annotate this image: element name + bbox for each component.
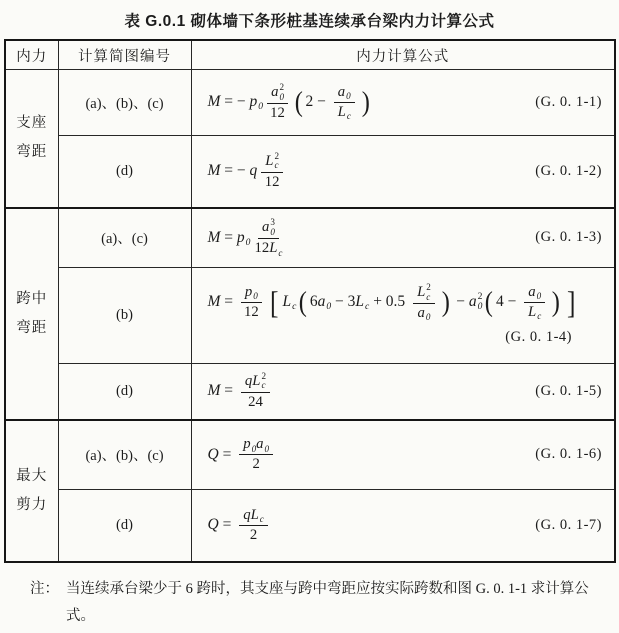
diagram-cell: (a)、(b)、(c)	[58, 420, 191, 490]
formula-line	[208, 152, 603, 191]
header-diagram-number: 计算简图编号	[58, 40, 191, 70]
diagram-cell: (d)	[58, 364, 191, 420]
formula-g011: M = − p 0 a 2 0 12 ( 2 − a 0 L c )	[207, 81, 370, 122]
group-label-support-moment: 支座弯距	[5, 70, 58, 208]
diagram-cell: (a)、(c)	[58, 208, 191, 268]
header-formula: 内力计算公式	[191, 40, 615, 70]
equation-number: (G. 0. 1-1)	[535, 93, 602, 110]
formula-g016: Q = p 0 a 0 2	[208, 436, 278, 473]
header-internal-force: 内力	[5, 40, 58, 70]
equation-number-line	[208, 322, 603, 348]
note-text: 当连续承台梁少于 6 跨时，其支座与跨中弯距应按实际跨数和图 G. 0. 1-1 求计算公式。	[66, 580, 589, 625]
formula-line	[208, 372, 603, 411]
formula-g013: M = p 0 a 3 0 12 L c	[207, 217, 283, 258]
diagram-cell: (b)	[58, 268, 191, 364]
table-title: 表 G.0.1 砌体墙下条形桩基连续承台梁内力计算公式	[124, 13, 495, 30]
formula-cell	[191, 420, 615, 490]
group-label-midspan-moment: 跨中弯距	[5, 208, 58, 420]
formula-cell	[191, 490, 615, 562]
formula-cell	[191, 364, 615, 420]
table-row	[5, 70, 615, 136]
formula-line	[208, 436, 603, 473]
equation-number: (G. 0. 1-4)	[505, 329, 572, 346]
diagram-cell: (d)	[58, 136, 191, 208]
table-row	[5, 268, 615, 364]
table-row	[5, 490, 615, 562]
equation-number: (G. 0. 1-2)	[535, 162, 602, 179]
table-row	[5, 364, 615, 420]
note-prefix: 注：	[30, 580, 59, 597]
formula-cell	[191, 208, 615, 268]
equation-number: (G. 0. 1-6)	[535, 446, 602, 463]
equation-number: (G. 0. 1-5)	[535, 382, 602, 399]
formula-cell	[191, 268, 615, 364]
formula-table	[4, 39, 616, 563]
formula-line	[208, 507, 603, 544]
diagram-cell: (a)、(b)、(c)	[58, 70, 191, 136]
formula-line	[208, 218, 603, 257]
table-note	[30, 576, 601, 631]
formula-cell	[191, 136, 615, 208]
equation-number: (G. 0. 1-3)	[535, 229, 602, 246]
diagram-cell: (d)	[58, 490, 191, 562]
group-label-max-shear: 最大剪力	[5, 420, 58, 562]
table-row	[5, 420, 615, 490]
formula-line	[208, 283, 603, 322]
table-row	[5, 208, 615, 268]
table-row	[5, 136, 615, 208]
formula-g015: M = q L 2 c 24	[208, 372, 275, 411]
formula-line	[208, 83, 603, 122]
header-row	[5, 40, 615, 70]
formula-g012: M = − q L 2 c 12	[208, 152, 288, 191]
formula-g014: M = p 0 12 [ L c ( 6 a 0 − 3 L c + 0.5 L 2 c a 0 ) − a 2 0 ( 4 − a 0 L c ) ]	[207, 281, 576, 323]
equation-number: (G. 0. 1-7)	[535, 516, 602, 533]
formula-g017: Q = q L c 2	[208, 507, 272, 544]
formula-cell	[191, 70, 615, 136]
